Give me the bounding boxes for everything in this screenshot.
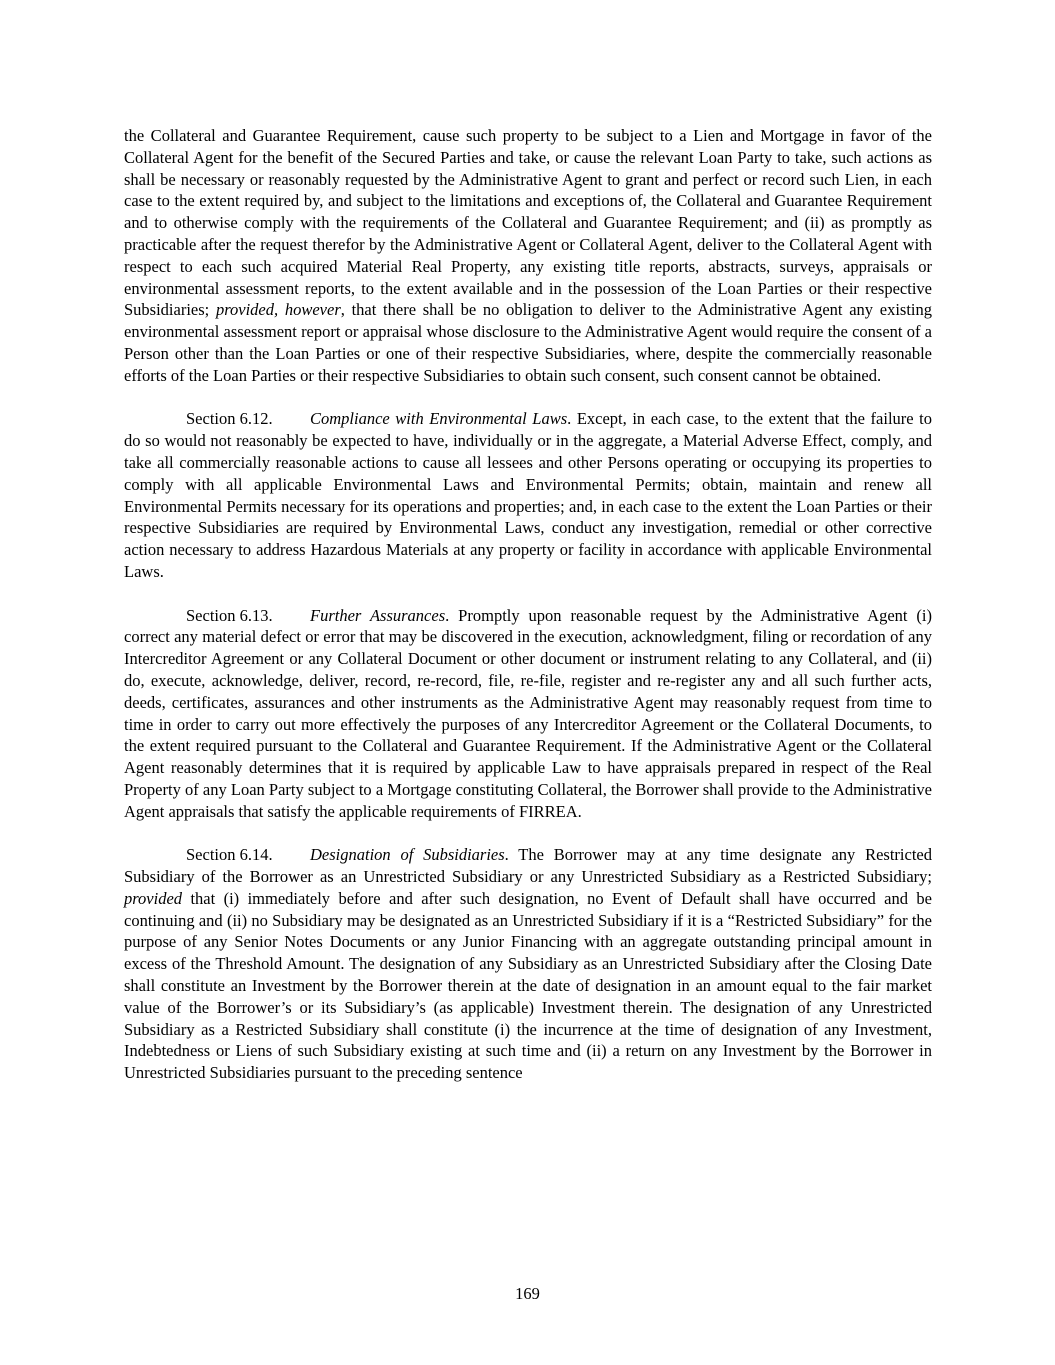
section-heading: Compliance with Environmental Laws xyxy=(310,409,568,429)
section-heading: Further Assurances xyxy=(310,605,446,625)
section-number: Section 6.13. xyxy=(186,605,273,625)
section-number: Section 6.14. xyxy=(186,845,273,865)
section-6-12-paragraph xyxy=(124,408,932,582)
paragraph-text: the Collateral and Guarantee Requirement, cause such property to be subject to a Lien and Mortgage in favor of the Collateral Agent for the benefit of the Secured Parties and take, or cause the relevant Loan Party to take, such actions as shall be necessary or reasonably requested by the Administrative Agent to grant and perfect or record such Lien, in each case to the extent required by, and subject to the limitations and exceptions of, the Collateral and Guarantee Requirement and to otherwise comply with the requirements of the Collateral and Guarantee Requirement; and (ii) as promptly as practicable after the request therefor by the Administrative Agent or Collateral Agent, deliver to the Collateral Agent with respect to each such acquired Material Real Property, any existing title reports, abstracts, surveys, appraisals or environmental assessment reports, to the extent available and in the possession of the Loan Parties or their respective Subsidiaries; xyxy=(124,126,932,320)
section-6-13-paragraph xyxy=(124,605,932,823)
document-body xyxy=(124,125,932,1106)
paragraph-text: . The Borrower may at any time designate any Restricted Subsidiary of the Borrower as an Unrestricted Subsidiary or any Unrestricted Subsidiary as a Restricted Subsidiary; xyxy=(124,845,932,887)
emphasis-text: provided, however xyxy=(215,300,341,320)
paragraph-text: , that there shall be no obligation to deliver to the Administrative Agent any existing environmental assessment report or appraisal whose disclosure to the Administrative Agent would require the consent of a Person other than the Loan Parties or one of their respective Subsidiaries, where, despite the commercially reasonable efforts of the Loan Parties or their respective Subsidiaries to obtain such consent, such consent cannot be obtained. xyxy=(124,300,932,385)
section-heading: Designation of Subsidiaries xyxy=(310,845,505,865)
paragraph-text: that (i) immediately before and after such designation, no Event of Default shall have occurred and be continuing and (ii) no Subsidiary may be designated as an Unrestricted Subsidiary if it is a “Restricted Subsidiary” for the purpose of any Senior Notes Documents or any Junior Financing with an aggregate outstanding principal amount in excess of the Threshold Amount. The designation of any Subsidiary as an Unrestricted Subsidiary after the Closing Date shall constitute an Investment by the Borrower therein at the date of designation in an amount equal to the fair market value of the Borrower’s or its Subsidiary’s (as applicable) Investment therein. The designation of any Unrestricted Subsidiary as a Restricted Subsidiary shall constitute (i) the incurrence at the time of designation of any Investment, Indebtedness or Liens of such Subsidiary existing at such time and (ii) a return on any Investment by the Borrower in Unrestricted Subsidiaries pursuant to the preceding sentence xyxy=(124,888,932,1083)
page-number: 169 xyxy=(515,1284,540,1303)
section-6-14-paragraph xyxy=(124,844,932,1084)
emphasis-text: provided xyxy=(124,888,183,908)
paragraph-text: . Except, in each case, to the extent that the failure to do so would not reasonably be expected to have, individually or in the aggregate, a Material Adverse Effect, comply, and take all commercially reasonable actions to cause all lessees and other Persons operating or occupying its properties to comply with all applicable Environmental Laws and Environmental Permits; obtain, maintain and renew all Environmental Permits necessary for its operations and properties; and, in each case to the extent the Loan Parties or their respective Subsidiaries are required by Environmental Laws, conduct any investigation, remedial or other corrective action necessary to address Hazardous Materials at any property or facility in accordance with applicable Environmental Laws. xyxy=(124,409,932,581)
paragraph-continued xyxy=(124,125,932,387)
section-number: Section 6.12. xyxy=(186,409,273,429)
paragraph-text: . Promptly upon reasonable request by the Administrative Agent (i) correct any material defect or error that may be discovered in the execution, acknowledgment, filing or recordation of any Intercreditor Agreement or any Collateral Document or other document or instrument relating to any Collateral, and (ii) do, execute, acknowledge, deliver, record, re-record, file, re-file, register and re-register any and all such further acts, deeds, certificates, assurances and other instruments as the Administrative Agent may reasonably request from time to time in order to carry out more effectively the purposes of any Intercreditor Agreement or the Collateral Documents, to the extent required pursuant to the Collateral and Guarantee Requirement. If the Administrative Agent or the Collateral Agent reasonably determines that it is required by applicable Law to have appraisals prepared in respect of the Real Property of any Loan Party subject to a Mortgage constituting Collateral, the Borrower shall provide to the Administrative Agent appraisals that satisfy the applicable requirements of FIRREA. xyxy=(124,605,932,821)
